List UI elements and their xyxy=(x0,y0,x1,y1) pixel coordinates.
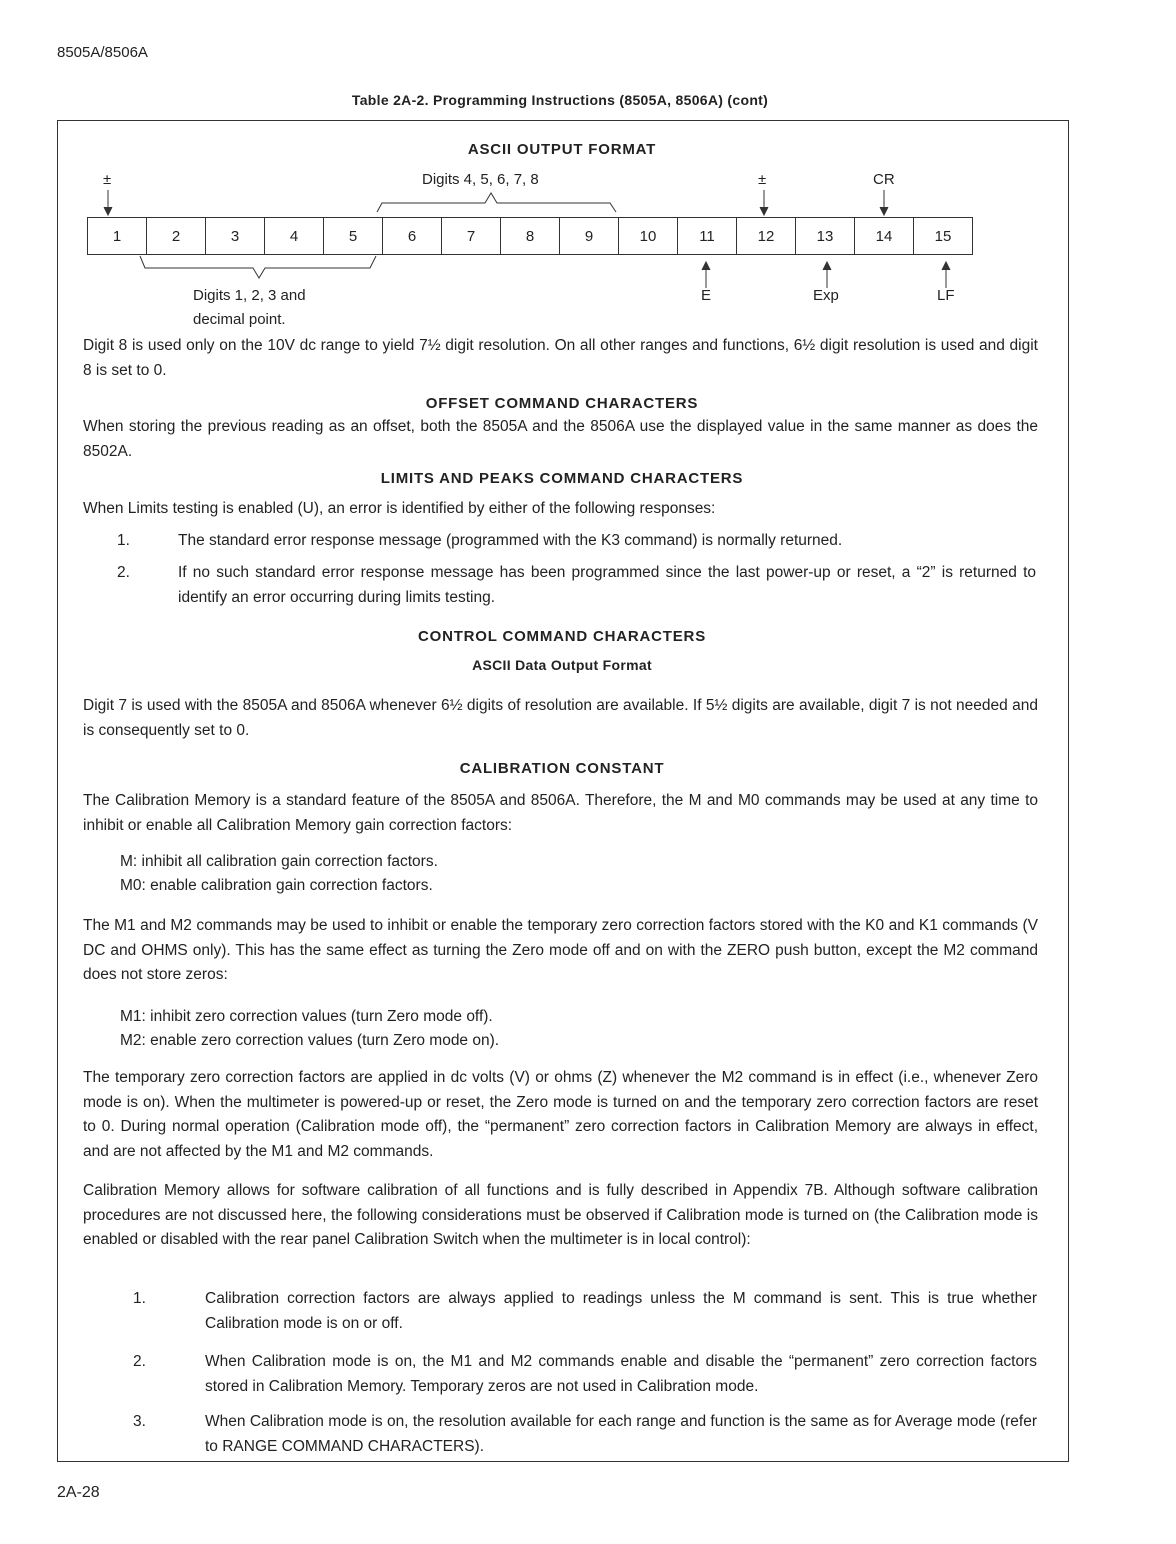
limits-item-number: 2. xyxy=(117,564,130,581)
calibration-item-number: 2. xyxy=(133,1353,146,1370)
calibration-paragraph-4: Calibration Memory allows for software calibration of all functions and is fully described in Appendix 7B. Although software calibration procedures are not discussed here, the following considerations must be observed if Calibration mode is turned on (the Calibration mode is enabled or disabled with the rear panel Calibration Switch when the multimeter is in local control): xyxy=(83,1182,1038,1248)
calibration-paragraph-3: The temporary zero correction factors are applied in dc volts (V) or ohms (Z) whenever the M2 command is in effect (i.e., whenever Zero mode is on). When the multimeter is powered-up or reset, the Zero mode is turned on and the temporary zero correction factors are reset to 0. During normal operation (Calibration mode off), the “permanent” zero correction factors in Calibration Memory are always in effect, and are not affected by the M1 and M2 commands. xyxy=(83,1069,1038,1160)
sign-label-2: ± xyxy=(758,171,767,188)
offset-paragraph: When storing the previous reading as an offset, both the 8505A and the 8506A use the displayed value in the same manner as does the 8502A. xyxy=(83,418,1038,460)
format-cell: 4 xyxy=(264,217,324,255)
decimal-point-label: decimal point. xyxy=(193,311,286,328)
calibration-item-text: When Calibration mode is on, the M1 and M2 commands enable and disable the “permanent” zero correction factors stored in Calibration Memory. Temporary zeros are not used in Calibration mode. xyxy=(205,1353,1037,1395)
calibration-item-text: Calibration correction factors are always applied to readings unless the M command is sent. This is true whether Calibration mode is on or off. xyxy=(205,1290,1037,1332)
table-title: Table 2A-2. Programming Instructions (8505A, 8506A) (cont) xyxy=(351,92,769,108)
format-cell: 8 xyxy=(500,217,560,255)
calibration-item-number: 1. xyxy=(133,1290,146,1307)
sign-label-1: ± xyxy=(103,171,112,188)
cr-label: CR xyxy=(873,171,895,188)
document-header: 8505A/8506A xyxy=(57,44,148,61)
e-label: E xyxy=(701,287,712,304)
diagram-arrows-braces xyxy=(0,0,1176,330)
format-cell: 1 xyxy=(87,217,147,255)
calibration-item-text: When Calibration mode is on, the resolution available for each range and function is the same as for Average mode (refer to RANGE COMMAND CHARACTERS). xyxy=(205,1413,1037,1455)
ascii-output-heading: ASCII OUTPUT FORMAT xyxy=(467,141,657,158)
format-cell: 13 xyxy=(795,217,855,255)
format-cell: 9 xyxy=(559,217,619,255)
control-paragraph: Digit 7 is used with the 8505A and 8506A whenever 6½ digits of resolution are available. If 5½ digits are available, digit 7 is not needed and is consequently set to 0. xyxy=(83,697,1038,739)
calibration-heading: CALIBRATION CONSTANT xyxy=(459,760,665,777)
calibration-paragraph-2: The M1 and M2 commands may be used to inhibit or enable the temporary zero correction factors stored with the K0 and K1 commands (V DC and OHMS only). This has the same effect as turning the Zero mode off and on with the ZERO push button, except the M2 command does not store zeros: xyxy=(83,917,1038,983)
output-format-cells xyxy=(88,217,973,255)
page-number: 2A-28 xyxy=(57,1484,100,1501)
digits-group-label: Digits 4, 5, 6, 7, 8 xyxy=(422,171,539,188)
m1-command-line: M1: inhibit zero correction values (turn Zero mode off). xyxy=(120,1008,493,1025)
limits-heading: LIMITS AND PEAKS COMMAND CHARACTERS xyxy=(380,470,744,487)
m2-command-line: M2: enable zero correction values (turn Zero mode on). xyxy=(120,1032,500,1049)
limits-item-text: The standard error response message (programmed with the K3 command) is normally returned. xyxy=(178,532,843,549)
m-command-line: M: inhibit all calibration gain correction factors. xyxy=(120,853,438,870)
format-cell: 6 xyxy=(382,217,442,255)
format-cell: 14 xyxy=(854,217,914,255)
digit8-paragraph: Digit 8 is used only on the 10V dc range to yield 7½ digit resolution. On all other ranges and functions, 6½ digit resolution is used and digit 8 is set to 0. xyxy=(83,337,1038,379)
control-heading: CONTROL COMMAND CHARACTERS xyxy=(417,628,706,645)
limits-item-text: If no such standard error response message has been programmed since the last power-up or reset, a “2” is returned to identify an error occurring during limits testing. xyxy=(178,564,1036,606)
format-cell: 7 xyxy=(441,217,501,255)
control-subheading: ASCII Data Output Format xyxy=(472,657,652,673)
digits-123-label: Digits 1, 2, 3 and xyxy=(193,287,306,304)
m0-command-line: M0: enable calibration gain correction factors. xyxy=(120,877,433,894)
limits-intro: When Limits testing is enabled (U), an error is identified by either of the following responses: xyxy=(83,500,716,517)
exp-label: Exp xyxy=(813,287,839,304)
format-cell: 10 xyxy=(618,217,678,255)
format-cell: 5 xyxy=(323,217,383,255)
calibration-paragraph-1: The Calibration Memory is a standard feature of the 8505A and 8506A. Therefore, the M and M0 commands may be used at any time to inhibit or enable all Calibration Memory gain correction factors: xyxy=(83,792,1038,834)
calibration-item-number: 3. xyxy=(133,1413,146,1430)
offset-heading: OFFSET COMMAND CHARACTERS xyxy=(425,395,699,412)
format-cell: 15 xyxy=(913,217,973,255)
format-cell: 2 xyxy=(146,217,206,255)
format-cell: 11 xyxy=(677,217,737,255)
format-cell: 3 xyxy=(205,217,265,255)
limits-item-number: 1. xyxy=(117,532,130,549)
format-cell: 12 xyxy=(736,217,796,255)
lf-label: LF xyxy=(937,287,955,304)
